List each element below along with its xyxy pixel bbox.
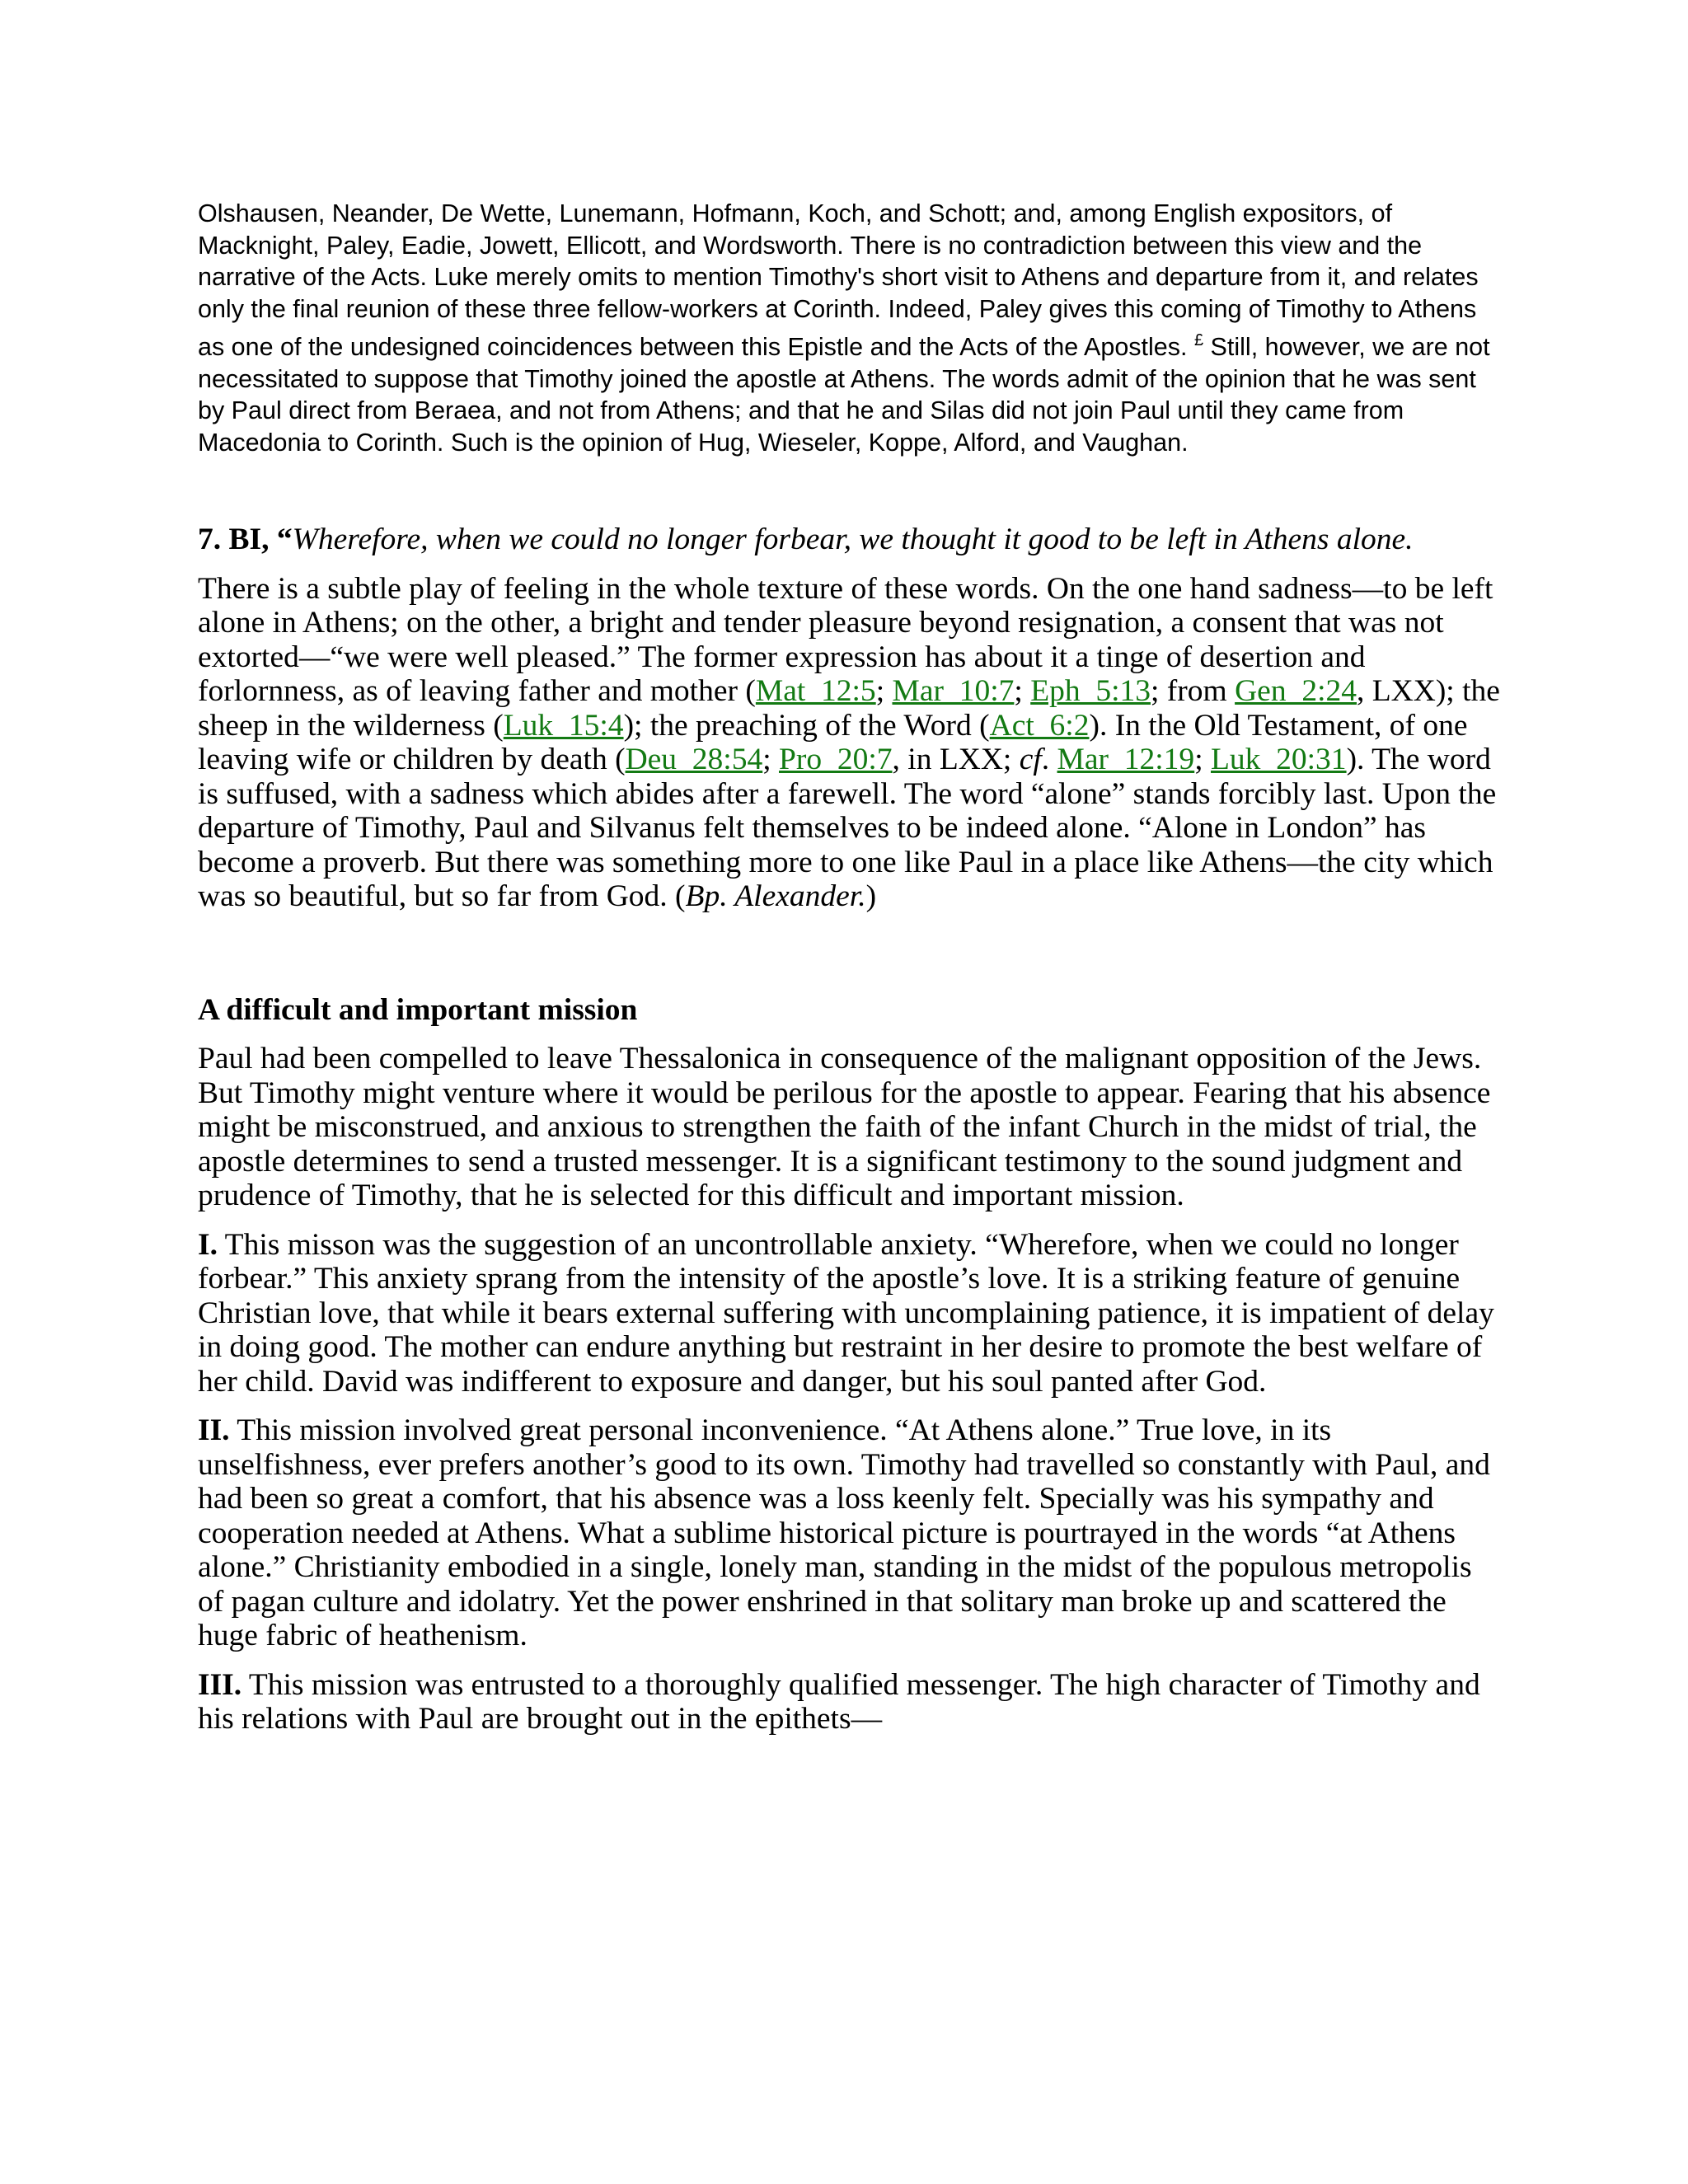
scripture-link-mat-12-5[interactable]: Mat_12:5 [755, 674, 876, 708]
commentary-text: ; [762, 743, 780, 776]
commentary-text: ) [865, 879, 877, 913]
point-number: III. [198, 1667, 242, 1702]
commentary-text: ). In the Old Testament, of one leaving wife or children by death ( [198, 708, 1468, 776]
point-text: This misson was the suggestion of an uncontrollable anxiety. “Wherefore, when we could no longer forbear.” This anxiety sprang from the intensity of the apostle’s love. It is a striking feature of genuine Christian love, that while it bears external suffering with uncomplaining patience, it is impatient of delay in doing good. The mother can endure anything but restraint in her desire to promote the best welfare of her child. David was indifferent to exposure and danger, but his soul panted after God. [198, 1227, 1494, 1399]
point-number: II. [198, 1413, 230, 1447]
intro-paragraph [198, 198, 1500, 458]
point-text: This mission involved great personal inconvenience. “At Athens alone.” True love, in its unselfishness, ever prefers another’s good to its own. Timothy had travelled so constantly with Paul, and had been so great a comfort, that his absence was a loss keenly felt. Specially was his sympathy and cooperation needed at Athens. What a sublime historical picture is pourtrayed in the words “at Athens alone.” Christianity embodied in a single, lonely man, standing in the midst of the populous metropolis of pagan culture and idolatry. Yet the power enshrined in that solitary man broke up and scattered the huge fabric of heathenism. [198, 1413, 1490, 1652]
scripture-link-deu-28-54[interactable]: Deu_28:54 [625, 743, 763, 776]
footnote-marker[interactable]: £ [1193, 331, 1204, 349]
commentary-text: ; [875, 674, 893, 708]
point-number: I. [198, 1227, 218, 1262]
commentary-text: There is a subtle play of feeling in the whole texture of these words. On the one hand sadness—to be left alone in Athens; on the other, a bright and tender pleasure beyond resignation, a consent that was not extorted—“we were well pleased.” The former expression has about it a tinge of desertion and forlornness, as of leaving father and mother ( [198, 571, 1493, 708]
scripture-link-pro-20-7[interactable]: Pro_20:7 [779, 743, 893, 776]
commentary-paragraph [198, 572, 1500, 914]
cf-abbreviation: cf [1019, 743, 1042, 776]
scripture-link-luk-15-4[interactable]: Luk_15:4 [503, 708, 624, 743]
point-paragraph-1 [198, 1228, 1500, 1399]
commentary-text: , LXX); the sheep in the wilderness ( [198, 674, 1500, 743]
scripture-link-gen-2-24[interactable]: Gen_2:24 [1235, 674, 1357, 708]
section-intro-paragraph: Paul had been compelled to leave Thessalonica in consequence of the malignant opposition of the Jews. But Timothy might venture where it would be perilous for the apostle to appear. Fearing that his absence might be misconstrued, and anxious to strengthen the faith of the infant Church in the midst of trial, the apostle determines to send a trusted messenger. It is a significant testimony to the sound judgment and prudence of Timothy, that he is selected for this difficult and important mission. [198, 1042, 1491, 1212]
commentary-text: , in LXX; [892, 743, 1020, 776]
intro-text-start: Olshausen, Neander, De Wette, Lunemann, Hofmann, Koch, and Schott; and, among English expositors, of Macknight, Paley, Eadie, Jowett, Ellicott, and Wordsworth. There is no contradiction between this view and the narrative of the Acts. Luke merely omits to mention Timothy's short visit to Athens and departure from it, and relates only the final reunion of these three fellow-workers at Corinth. Indeed, Paley gives this coming of Timothy to Athens as one of the undesigned coincidences between this Epistle and the Acts of the Apostles. [198, 199, 1479, 361]
scripture-link-eph-5-13[interactable]: Eph_5:13 [1030, 674, 1151, 708]
verse-heading [198, 523, 1500, 557]
commentary-text: . [1041, 743, 1057, 776]
point-text: This mission was entrusted to a thoroughly qualified messenger. The high character of Timothy and his relations with Paul are brought out in the epithets— [198, 1667, 1480, 1736]
scripture-link-mar-10-7[interactable]: Mar_10:7 [892, 674, 1015, 708]
commentary-text: ); the preaching of the Word ( [623, 708, 990, 743]
commentary-text: ; from [1151, 674, 1236, 708]
author-citation: Bp. Alexander. [685, 879, 866, 913]
scripture-link-mar-12-19[interactable]: Mar_12:19 [1057, 743, 1195, 776]
commentary-text: ; [1014, 674, 1031, 708]
scripture-link-luk-20-31[interactable]: Luk_20:31 [1210, 743, 1347, 776]
point-paragraph-2 [198, 1413, 1500, 1653]
commentary-text: ). The word is suffused, with a sadness which abides after a farewell. The word “alone” stands forcibly last. Upon the departure of Timothy, Paul and Silvanus felt themselves to be indeed alone. “Alone in London” has become a proverb. But there was something more to one like Paul in a place like Athens—the city which was so beautiful, but so far from God. ( [198, 743, 1497, 913]
document-page [198, 198, 1500, 1736]
intro-text-end: Still, however, we are not necessitated to suppose that Timothy joined the apostle at Athens. The words admit of the opinion that he was sent by Paul direct from Beraea, and not from Athens; and that he and Silas did not join Paul until they came from Macedonia to Corinth. Such is the opinion of Hug, Wieseler, Koppe, Alford, and Vaughan. [198, 333, 1490, 457]
verse-quote: Wherefore, when we could no longer forbear, we thought it good to be left in Athens alone. [292, 523, 1414, 556]
verse-reference: 7. BI, “ [198, 523, 293, 556]
commentary-text: ; [1194, 743, 1211, 776]
scripture-link-act-6-2[interactable]: Act_6:2 [989, 708, 1090, 743]
point-paragraph-3 [198, 1668, 1500, 1736]
section-heading: A difficult and important mission [198, 992, 638, 1027]
